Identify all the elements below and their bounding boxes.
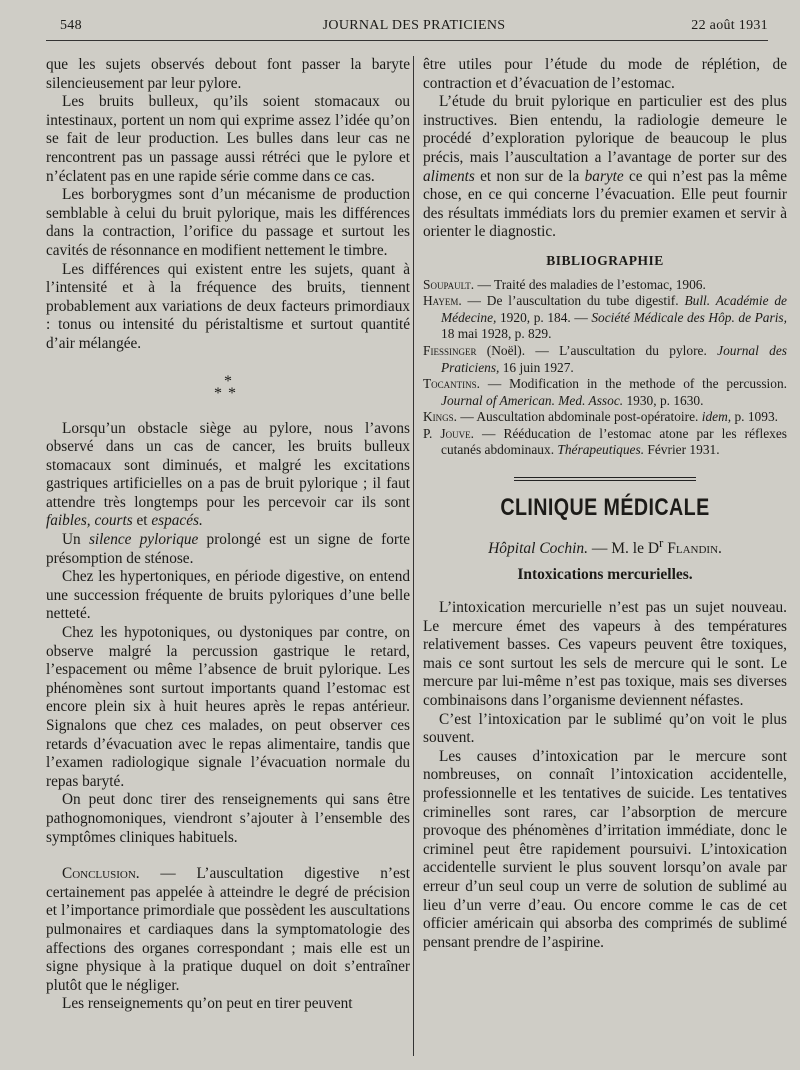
section-divider (514, 477, 696, 481)
column-divider (413, 56, 414, 1056)
asterism-bottom: ** (214, 384, 242, 402)
paragraph (46, 531, 410, 568)
bibliography-entry (423, 293, 787, 343)
text: et (136, 512, 148, 530)
bib-source: Bull. Académie de Médecine, (441, 293, 787, 325)
bib-author: P. Jouve. (423, 425, 474, 441)
text: — M. le D (588, 539, 660, 557)
page-header (60, 18, 768, 38)
bibliography-entry (423, 376, 787, 409)
text: Un (62, 531, 81, 549)
paragraph: être utiles pour l’étude du mode de réplétion, de contraction et d’évacuation de l’estomac. (423, 56, 787, 92)
paragraph: Les bruits bulleux, qu’ils soient stomacaux ou intestinaux, portent un nom qui exprime assez l’idée qu’on se fait de leur production. Les bulles dans leur cas ne rencontrent pas un passage aussi rétréci que le pylore et n’éclatent pas en une rapide série comme dans ce cas. (46, 93, 410, 185)
section-title: CLINIQUE MÉDICALE (500, 494, 710, 522)
text: L’étude du bruit pylorique en particulier est des plus instructives. Bien entendu, la radiologie demeure le procédé d’exploration pylorique de beaucoup le plus précis, mais l’auscultation a l’avantage de porter sur des (423, 93, 787, 166)
emphasis: aliments (423, 167, 475, 185)
conclusion-paragraph (46, 865, 410, 995)
bib-author: Kings. (423, 409, 458, 425)
bib-source: Société Médicale des Hôp. de Paris, (587, 309, 787, 325)
bib-text: Février 1931. (644, 442, 720, 458)
bibliography-list (423, 277, 787, 460)
hospital-name: Hôpital Cochin. (488, 539, 588, 557)
paragraph: Chez les hypotoniques, ou dystoniques par contre, on observe malgré la percussion gastrique le retard, l’espacement ou même l’absence de bruit pylorique. Les phénomènes sont surtout importants quand l’estomac est encore plein six à huit heures après le repas antérieur. Signalons que chez ces malades, on peut observer ces retards d’évacuation avec le repas alimentaire, tandis que l’examen radiologique signale l’évacuation normale du repas baryté. (46, 624, 410, 790)
paragraph (46, 420, 410, 532)
paragraph: Les causes d’intoxication par le mercure sont nombreuses, on connaît l’intoxication accidentelle, professionnelle et les tentatives de suicide. Les tentatives criminelles sont rares, car l’absorption de mercure provoque des phénomènes d’irritation immédiate, donc le criminel peut être rapidement poursuivi. L’intoxication accidentelle survient le plus souvent lorsqu’on avale par erreur d’un seul coup un verre de solution de sublimé au lieu d’un verre d’eau. Ou encore comme le cas de cet officier américain qui absorba des comprimés de sublimé pensant prendre de l’aspirine. (423, 747, 787, 951)
emphasis: silence pylorique (88, 531, 199, 549)
text: — L’auscultation digestive n’est certainement pas appelée à atteindre le degré de précision et l’importance primordiale que possèdent les auscultations pulmonaires et cardiaques dans la symptomatologie des affections des organes correspondant ; mais elle est un signe physique à la pratique duquel on doit s’entraîner plutôt que le négliger. (46, 865, 410, 994)
bibliography-title: BIBLIOGRAPHIE (546, 252, 664, 268)
bib-text: p. 1093. (731, 409, 778, 425)
author-name: Flandin. (663, 539, 722, 557)
page-number: 548 (60, 18, 82, 33)
bib-text: — Auscultation abdominale post-opératoire. (457, 409, 699, 425)
header-rule (46, 40, 768, 41)
paragraph: Les renseignements qu’on peut en tirer peuvent (62, 995, 353, 1013)
journal-title: JOURNAL DES PRATICIENS (322, 18, 506, 33)
section-break-asterism (46, 372, 410, 402)
conclusion-label: Conclusion. (62, 865, 140, 883)
right-column (423, 56, 787, 952)
left-column (46, 56, 410, 1014)
bibliography-entry (423, 426, 787, 459)
paragraph (423, 93, 787, 242)
article-byline (423, 534, 787, 559)
bib-text: 1920, p. 184. — (496, 309, 588, 325)
paragraph: Chez les hypertoniques, en période digestive, on entend une succession fréquente de bruits pyloriques d’une belle netteté. (46, 568, 410, 623)
bib-source: Journal of American. Med. Assoc. (441, 392, 624, 408)
bib-author: Tocantins. (423, 376, 481, 392)
emphasis: faibles, courts (46, 512, 133, 530)
bib-author: Soupault. (423, 276, 475, 292)
bib-text: 1930, p. 1630. (623, 392, 704, 408)
text: et non sur de la (480, 167, 580, 185)
paragraph: Les différences qui existent entre les sujets, quant à l’intensité et à la fréquence des bruits, tiennent probablement aux variations de deux facteurs primordiaux : tonus ou intensité du péristaltisme et surtout quantité d’air mélangée. (46, 260, 410, 352)
emphasis: baryte (584, 167, 624, 185)
bib-source: Journal des Praticiens, (441, 342, 788, 375)
bib-source: idem, (698, 409, 732, 425)
bib-text: — Rééducation de l’estomac atone par les réflexes cutanés abdominaux. (441, 425, 787, 458)
bib-source: Thérapeutiques. (554, 442, 645, 458)
bibliography-entry (423, 277, 787, 294)
bib-author: Hayem. (423, 293, 462, 309)
bib-text: — Modification in the methode of the percussion. (480, 376, 787, 392)
bib-text: 18 mai 1928, p. 829. (441, 326, 552, 342)
text: ce qui n’est pas la même chose, en ce qui concerne l’évacuation. Elle peut fournir des résultats immédiats lors du premier examen et servir à orienter le diagnostic. (423, 167, 788, 241)
paragraph: On peut donc tirer des renseignements qui sans être pathognomoniques, viendront s’ajouter à l’ensemble des symptômes cliniques habituels. (46, 791, 410, 846)
paragraph: que les sujets observés debout font passer la baryte silencieusement par leur pylore. (46, 56, 410, 92)
bib-text: (Noël). — L’auscultation du pylore. (476, 342, 707, 358)
bib-text: 16 juin 1927. (499, 359, 574, 375)
bib-author: Fiessinger (423, 342, 477, 358)
paragraph: C’est l’intoxication par le sublimé qu’on voit le plus souvent. (423, 710, 787, 747)
emphasis: espacés. (151, 512, 203, 530)
asterism-top: * (224, 372, 232, 390)
issue-date: 22 août 1931 (691, 18, 768, 33)
article-title: Intoxications mercurielles. (517, 566, 693, 584)
bibliography-entry (423, 409, 787, 426)
bib-text: — Traité des maladies de l’estomac, 1906. (474, 276, 706, 292)
text: Lorsqu’un obstacle siège au pylore, nous l’avons observé dans un cas de cancer, les bruits bulleux stomacaux sont diminués, et malgré les excitations gastriques artificielles on a pas de bruit pylorique ; il faut attendre très longtemps pour les percevoir car ils sont (46, 419, 410, 511)
bib-text: — De l’auscultation du tube digestif. (461, 293, 679, 309)
paragraph: Les borborygmes sont d’un mécanisme de production semblable à celui du bruit pylorique, mais les différences dans la contraction, l’orifice du passage et surtout les cavités de résonnance en modifient nettement le timbre. (46, 186, 410, 259)
bibliography-entry (423, 343, 787, 376)
paragraph: L’intoxication mercurielle n’est pas un sujet nouveau. Le mercure émet des vapeurs à des températures relativement basses. Ces vapeurs peuvent être toxiques, mais ce sont surtout les sels de mercure qui le sont. Le mercure par lui-même n’est pas toxique, mais ses diverses combinaisons dans l’organisme deviennent néfastes. (423, 599, 787, 709)
text: prolongé est un signe de forte présomption de sténose. (46, 531, 411, 567)
superscript: r (659, 534, 664, 550)
